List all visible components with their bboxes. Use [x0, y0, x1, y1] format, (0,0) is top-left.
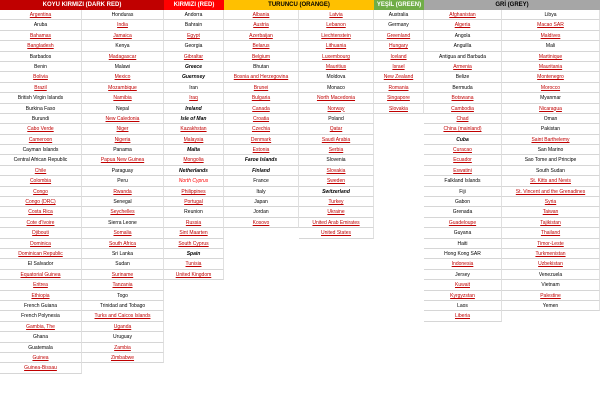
country-cell: India: [82, 20, 164, 30]
country-cell: Cayman Islands: [0, 145, 82, 155]
country-cell: Slovakia: [299, 166, 374, 176]
country-cell: Armenia: [424, 62, 502, 72]
country-cell: Bangladesh: [0, 41, 82, 51]
country-cell: Faroe Islands: [224, 155, 299, 165]
country-cell: Belarus: [224, 41, 299, 51]
country-cell: Nigeria: [82, 135, 164, 145]
country-cell: Azerbaijan: [224, 31, 299, 41]
country-cell: Timor-Leste: [502, 239, 600, 249]
country-cell: Israel: [374, 62, 424, 72]
group-orange: [224, 0, 374, 239]
country-cell: Curacao: [424, 145, 502, 155]
country-cell: Philippines: [164, 187, 224, 197]
country-cell: Netherlands: [164, 166, 224, 176]
country-cell: Bolivia: [0, 72, 82, 82]
country-cell: Cabo Verde: [0, 124, 82, 134]
country-cell: Fiji: [424, 187, 502, 197]
country-cell: Malawi: [82, 62, 164, 72]
country-cell: Antigua and Barbuda: [424, 52, 502, 62]
header-orange: TURUNCU (ORANGE): [224, 0, 374, 10]
country-cell: Saudi Arabia: [299, 135, 374, 145]
country-cell: Equatorial Guinea: [0, 270, 82, 280]
country-cell: Kazakhstan: [164, 124, 224, 134]
country-cell: Macao SAR: [502, 20, 600, 30]
country-cell: South Cyprus: [164, 239, 224, 249]
country-cell: Spain: [164, 249, 224, 259]
country-cell: Panama: [82, 145, 164, 155]
country-cell: Cote d'Ivoire: [0, 218, 82, 228]
country-cell: Rwanda: [82, 187, 164, 197]
country-cell: Turkmenistan: [502, 249, 600, 259]
country-cell: Nicaragua: [502, 104, 600, 114]
country-cell: Moldova: [299, 72, 374, 82]
country-cell: Uzbekistan: [502, 259, 600, 269]
country-cell: Morocco: [502, 83, 600, 93]
country-cell: Venezuela: [502, 270, 600, 280]
country-cell: Croatia: [224, 114, 299, 124]
country-cell: Czechia: [224, 124, 299, 134]
country-cell: Barbados: [0, 52, 82, 62]
country-cell: British Virgin Islands: [0, 93, 82, 103]
country-cell: Maldives: [502, 31, 600, 41]
country-cell: Thailand: [502, 228, 600, 238]
header-green: YEŞİL (GREEN): [374, 0, 424, 10]
country-cell: Papua New Guinea: [82, 155, 164, 165]
country-cell: Finland: [224, 166, 299, 176]
country-cell: Costa Rica: [0, 207, 82, 217]
column-dark-red-1: [0, 10, 82, 374]
column-grey-1: [424, 10, 502, 322]
country-cell: Germany: [374, 20, 424, 30]
country-cell: South Africa: [82, 239, 164, 249]
country-cell: Grenada: [424, 207, 502, 217]
country-cell: Mali: [502, 41, 600, 51]
country-cell: Madagascar: [82, 52, 164, 62]
country-cell: Nepal: [82, 104, 164, 114]
country-cell: Denmark: [224, 135, 299, 145]
country-cell: Eswatini: [424, 166, 502, 176]
country-cell: Oman: [502, 114, 600, 124]
country-cell: Montenegro: [502, 72, 600, 82]
country-cell: Syria: [502, 197, 600, 207]
country-cell: Bahamas: [0, 31, 82, 41]
country-cell: Algeria: [424, 20, 502, 30]
country-cell: United Arab Emirates: [299, 218, 374, 228]
country-cell: French Polynesia: [0, 311, 82, 321]
country-cell: Central African Republic: [0, 155, 82, 165]
country-cell: Uruguay: [82, 332, 164, 342]
country-cell: Australia: [374, 10, 424, 20]
country-cell: Dominican Republic: [0, 249, 82, 259]
country-cell: Sint Maarten: [164, 228, 224, 238]
country-cell: Honduras: [82, 10, 164, 20]
country-cell: Ghana: [0, 332, 82, 342]
country-cell: Norway: [299, 104, 374, 114]
country-cell: San Marino: [502, 145, 600, 155]
country-cell: Uganda: [82, 322, 164, 332]
country-cell: Tanzania: [82, 280, 164, 290]
country-cell: Djibouti: [0, 228, 82, 238]
country-cell: Iraq: [164, 93, 224, 103]
header-dark-red: KOYU KIRMIZI (DARK RED): [0, 0, 164, 10]
country-cell: Cameroon: [0, 135, 82, 145]
country-cell: Palestine: [502, 291, 600, 301]
country-cell: Congo (DRC): [0, 197, 82, 207]
country-cell: Pakistan: [502, 124, 600, 134]
country-cell: Kenya: [82, 41, 164, 51]
country-cell: Liberia: [424, 311, 502, 321]
country-cell: Saint Barthelemy: [502, 135, 600, 145]
country-cell: Malta: [164, 145, 224, 155]
country-cell: Argentina: [0, 10, 82, 20]
country-cell: Turkey: [299, 197, 374, 207]
country-cell: Austria: [224, 20, 299, 30]
country-cell: Mauritania: [502, 62, 600, 72]
country-cell: Latvia: [299, 10, 374, 20]
country-cell: North Cyprus: [164, 176, 224, 186]
country-cell: Suriname: [82, 270, 164, 280]
country-cell: Lebanon: [299, 20, 374, 30]
country-cell: Gabon: [424, 197, 502, 207]
group-grey: [424, 0, 600, 322]
country-cell: Gibraltar: [164, 52, 224, 62]
group-red: [164, 0, 224, 280]
country-cell: Mozambique: [82, 83, 164, 93]
country-cell: Bhutan: [224, 62, 299, 72]
country-cell: Brazil: [0, 83, 82, 93]
country-cell: Japan: [224, 197, 299, 207]
country-cell: Portugal: [164, 197, 224, 207]
country-cell: Canada: [224, 104, 299, 114]
country-cell: French Guiana: [0, 301, 82, 311]
country-cell: Sweden: [299, 176, 374, 186]
country-cell: Colombia: [0, 176, 82, 186]
country-cell: Seychelles: [82, 207, 164, 217]
country-cell: Switzerland: [299, 187, 374, 197]
country-cell: Brunei: [224, 83, 299, 93]
country-cell: Yemen: [502, 301, 600, 311]
country-cell: Cuba: [424, 135, 502, 145]
country-cell: Tajikistan: [502, 218, 600, 228]
country-cell: Indonesia: [424, 259, 502, 269]
country-cell: Belgium: [224, 52, 299, 62]
country-cell: France: [224, 176, 299, 186]
country-cell: Guatemala: [0, 343, 82, 353]
country-cell: Georgia: [164, 41, 224, 51]
header-red: KIRMIZI (RED): [164, 0, 224, 10]
country-cell: Benin: [0, 62, 82, 72]
country-cell: Falkland Islands: [424, 176, 502, 186]
country-cell: Sudan: [82, 259, 164, 269]
country-cell: Martinique: [502, 52, 600, 62]
country-cell: Hong Kong SAR: [424, 249, 502, 259]
country-cell: Reunion: [164, 207, 224, 217]
country-cell: Cambodia: [424, 104, 502, 114]
country-cell: Libya: [502, 10, 600, 20]
country-cell: Mongolia: [164, 155, 224, 165]
country-cell: Albania: [224, 10, 299, 20]
country-cell: Greece: [164, 62, 224, 72]
country-cell: Trinidad and Tobago: [82, 301, 164, 311]
country-cell: Jamaica: [82, 31, 164, 41]
country-cell: Ireland: [164, 104, 224, 114]
country-cell: Liechtenstein: [299, 31, 374, 41]
country-cell: Togo: [82, 291, 164, 301]
country-cell: Guinea: [0, 353, 82, 363]
country-cell: Bulgaria: [224, 93, 299, 103]
country-cell: Iran: [164, 83, 224, 93]
country-cell: Ecuador: [424, 155, 502, 165]
country-cell: Tunisia: [164, 259, 224, 269]
country-cell: Iceland: [374, 52, 424, 62]
country-cell: Sierra Leone: [82, 218, 164, 228]
country-cell: New Caledonia: [82, 114, 164, 124]
group-dark-red: [0, 0, 164, 374]
country-cell: Ethiopia: [0, 291, 82, 301]
country-cell: Myanmar: [502, 93, 600, 103]
country-cell: Romania: [374, 83, 424, 93]
column-green: [374, 10, 424, 114]
country-cell: Sao Tome and Principe: [502, 155, 600, 165]
country-cell: Aruba: [0, 20, 82, 30]
country-cell: St. Kitts and Nevis: [502, 176, 600, 186]
country-cell: Kosovo: [224, 218, 299, 228]
country-cell: Monaco: [299, 83, 374, 93]
country-cell: Botswana: [424, 93, 502, 103]
country-cell: Greenland: [374, 31, 424, 41]
country-cell: Somalia: [82, 228, 164, 238]
country-cell: Anguilla: [424, 41, 502, 51]
country-cell: Laos: [424, 301, 502, 311]
column-orange-2: [299, 10, 374, 239]
country-cell: Paraguay: [82, 166, 164, 176]
country-cell: Zambia: [82, 343, 164, 353]
country-cell: Estonia: [224, 145, 299, 155]
country-cell: Angola: [424, 31, 502, 41]
country-cell: United Kingdom: [164, 270, 224, 280]
country-cell: North Macedonia: [299, 93, 374, 103]
country-cell: Guinea-Bissau: [0, 363, 82, 373]
country-cell: United States: [299, 228, 374, 238]
country-cell: Poland: [299, 114, 374, 124]
country-cell: Serbia: [299, 145, 374, 155]
country-cell: Egypt: [164, 31, 224, 41]
country-cell: Luxembourg: [299, 52, 374, 62]
column-red: [164, 10, 224, 280]
country-cell: Guernsey: [164, 72, 224, 82]
country-cell: Italy: [224, 187, 299, 197]
country-cell: Burundi: [0, 114, 82, 124]
country-cell: Haiti: [424, 239, 502, 249]
column-dark-red-2: [82, 10, 164, 374]
country-cell: Isle of Man: [164, 114, 224, 124]
country-cell: El Salvador: [0, 259, 82, 269]
country-cell: Congo: [0, 187, 82, 197]
group-green: [374, 0, 424, 114]
country-cell: Guyana: [424, 228, 502, 238]
header-grey: GRİ (GREY): [424, 0, 600, 10]
country-cell: Belize: [424, 72, 502, 82]
country-cell: Turks and Caicos Islands: [82, 311, 164, 321]
country-cell: Mauritius: [299, 62, 374, 72]
column-orange-1: [224, 10, 299, 239]
country-cell: Gambia, The: [0, 322, 82, 332]
country-cell: Burkina Faso: [0, 104, 82, 114]
country-cell: Andorra: [164, 10, 224, 20]
country-cell: Guadeloupe: [424, 218, 502, 228]
country-cell: Ukraine: [299, 207, 374, 217]
country-cell: Russia: [164, 218, 224, 228]
country-cell: Qatar: [299, 124, 374, 134]
country-cell: Jordan: [224, 207, 299, 217]
country-cell: Malaysia: [164, 135, 224, 145]
country-cell: Senegal: [82, 197, 164, 207]
country-cell: Bosnia and Herzegovina: [224, 72, 299, 82]
country-cell: St. Vincent and the Grenadines: [502, 187, 600, 197]
country-cell: Kyrgyzstan: [424, 291, 502, 301]
country-cell: Slovenia: [299, 155, 374, 165]
country-cell: Peru: [82, 176, 164, 186]
country-cell: Lithuania: [299, 41, 374, 51]
column-grey-2: [502, 10, 600, 322]
country-cell: Niger: [82, 124, 164, 134]
country-cell: Hungary: [374, 41, 424, 51]
country-cell: New Zealand: [374, 72, 424, 82]
country-cell: Singapore: [374, 93, 424, 103]
country-cell: Kuwait: [424, 280, 502, 290]
country-cell: Namibia: [82, 93, 164, 103]
country-cell: Zimbabwe: [82, 353, 164, 363]
country-cell: Sri Lanka: [82, 249, 164, 259]
country-cell: China (mainland): [424, 124, 502, 134]
country-cell: Jersey: [424, 270, 502, 280]
country-cell: Eritrea: [0, 280, 82, 290]
country-cell: Chile: [0, 166, 82, 176]
country-cell: Bahrain: [164, 20, 224, 30]
country-cell: Bermuda: [424, 83, 502, 93]
country-cell: Afghanistan: [424, 10, 502, 20]
country-cell: Mexico: [82, 72, 164, 82]
country-cell: Chad: [424, 114, 502, 124]
country-cell: Slovakia: [374, 104, 424, 114]
country-cell: South Sudan: [502, 166, 600, 176]
country-cell: Dominica: [0, 239, 82, 249]
country-cell: Taiwan: [502, 207, 600, 217]
country-cell: Vietnam: [502, 280, 600, 290]
